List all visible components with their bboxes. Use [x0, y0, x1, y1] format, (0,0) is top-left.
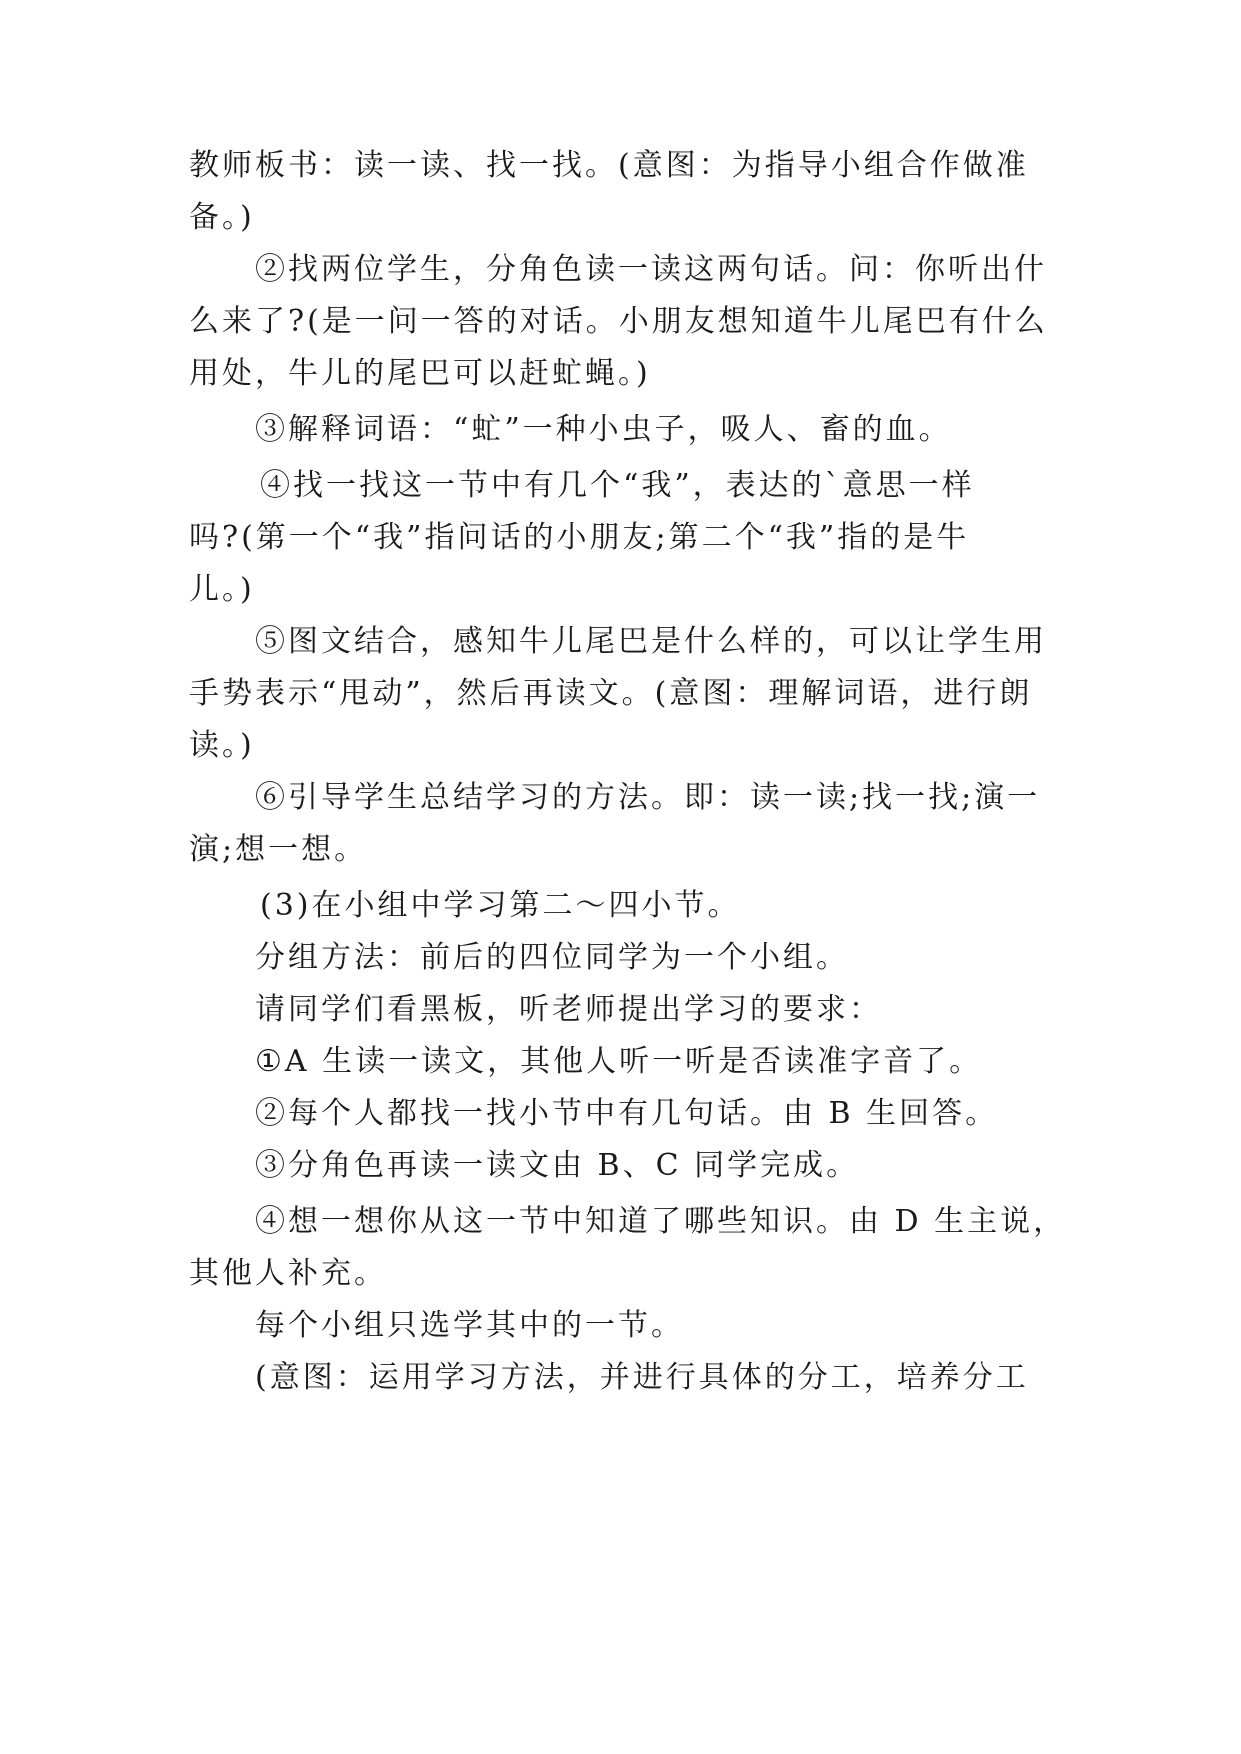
text-line: ④找一找这一节中有几个“我”，表达的`意思一样 — [260, 468, 975, 503]
text-line: ②找两位学生，分角色读一读这两句话。问：你听出什 — [255, 252, 1047, 287]
text-line: (意图：运用学习方法，并进行具体的分工，培养分工 — [255, 1360, 1029, 1395]
text-line: 演;想一想。 — [189, 832, 368, 867]
text-line: 分组方法：前后的四位同学为一个小组。 — [255, 940, 849, 975]
text-line: ③解释词语：“虻”一种小虫子，吸人、畜的血。 — [255, 412, 952, 447]
text-line: ④想一想你从这一节中知道了哪些知识。由 D 生主说， — [255, 1204, 1067, 1239]
text-line: 用处，牛儿的尾巴可以赶虻蝇。) — [189, 356, 651, 391]
text-line: 儿。) — [189, 572, 255, 607]
text-line: ③分角色再读一读文由 B、C 同学完成。 — [255, 1148, 860, 1183]
text-line: 读。) — [189, 728, 255, 763]
text-line: 请同学们看黑板，听老师提出学习的要求： — [255, 992, 882, 1027]
text-line: 吗?(第一个“我”指问话的小朋友;第二个“我”指的是牛 — [189, 520, 970, 555]
text-line: ①A 生读一读文，其他人听一听是否读准字音了。 — [255, 1044, 983, 1079]
text-line: ⑤图文结合，感知牛儿尾巴是什么样的，可以让学生用 — [255, 624, 1047, 659]
text-line: (3)在小组中学习第二～四小节。 — [260, 888, 741, 923]
text-line: 每个小组只选学其中的一节。 — [255, 1308, 684, 1343]
text-line: 其他人补充。 — [189, 1256, 387, 1291]
text-line: 教师板书：读一读、找一找。(意图：为指导小组合作做准 — [189, 148, 1029, 183]
text-line: ②每个人都找一找小节中有几句话。由 B 生回答。 — [255, 1096, 999, 1131]
text-line: 么来了?(是一问一答的对话。小朋友想知道牛儿尾巴有什么 — [189, 304, 1048, 339]
text-line: 手势表示“甩动”，然后再读文。(意图：理解词语，进行朗 — [189, 676, 1033, 711]
text-line: 备。) — [189, 200, 255, 235]
text-line: ⑥引导学生总结学习的方法。即：读一读;找一找;演一 — [255, 780, 1041, 815]
